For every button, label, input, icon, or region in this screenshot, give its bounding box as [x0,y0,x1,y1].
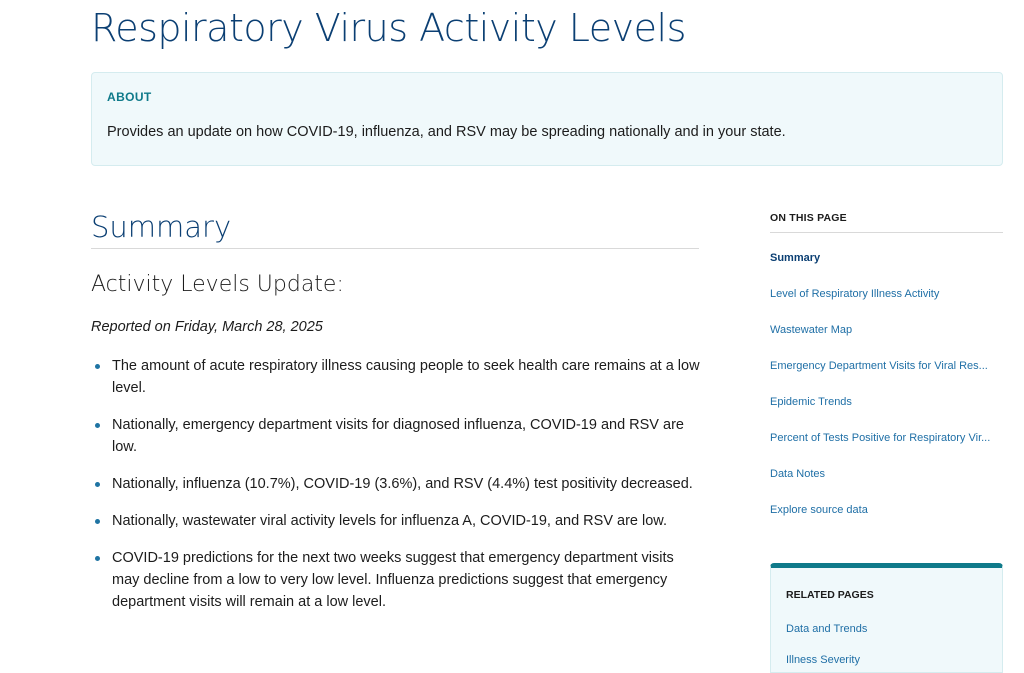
bullet-dot-icon [95,423,100,428]
related-pages-box [770,563,1003,673]
summary-bullet [91,473,701,495]
summary-heading: Summary [91,210,699,249]
on-this-page-nav [770,212,1003,516]
about-heading: ABOUT [107,90,152,104]
bullet-dot-icon [95,482,100,487]
toc-item-level-of-illness[interactable]: Level of Respiratory Illness Activity [770,288,940,300]
about-callout [91,72,1003,166]
summary-bullet-list [91,355,701,628]
summary-bullet-text: COVID-19 predictions for the next two weeks suggest that emergency department visits may decline from a low to very low level. Influenza predictions suggest that emergency department visits will remain at a low level. [112,550,674,610]
toc-item-summary[interactable]: Summary [770,252,821,264]
toc-item-explore-source-data[interactable]: Explore source data [770,504,868,516]
related-link-data-and-trends[interactable]: Data and Trends [786,623,868,635]
related-pages-heading: RELATED PAGES [786,589,874,601]
activity-update-heading: Activity Levels Update: [91,272,344,297]
related-link-illness-severity[interactable]: Illness Severity [786,654,860,666]
toc-item-data-notes[interactable]: Data Notes [770,468,826,480]
summary-bullet [91,414,701,458]
toc-item-wastewater-map[interactable]: Wastewater Map [770,324,853,336]
page-title: Respiratory Virus Activity Levels [91,6,686,50]
summary-bullet-text: Nationally, wastewater viral activity levels for influenza A, COVID-19, and RSV are low. [112,513,667,529]
summary-bullet [91,547,701,613]
summary-bullet [91,510,701,532]
toc-item-percent-positive[interactable]: Percent of Tests Positive for Respiratory Vir... [770,432,991,444]
about-text: Provides an update on how COVID-19, influenza, and RSV may be spreading nationally and in your state. [107,124,786,140]
bullet-dot-icon [95,556,100,561]
summary-bullet-text: The amount of acute respiratory illness causing people to seek health care remains at a low level. [112,358,700,396]
toc-item-ed-visits[interactable]: Emergency Department Visits for Viral Res... [770,360,988,372]
toc-item-epidemic-trends[interactable]: Epidemic Trends [770,396,852,408]
summary-bullet [91,355,701,399]
bullet-dot-icon [95,519,100,524]
reported-date: Reported on Friday, March 28, 2025 [91,319,323,335]
summary-bullet-text: Nationally, emergency department visits for diagnosed influenza, COVID-19 and RSV are low. [112,417,684,455]
bullet-dot-icon [95,364,100,369]
toc-heading: ON THIS PAGE [770,212,1003,233]
summary-bullet-text: Nationally, influenza (10.7%), COVID-19 (3.6%), and RSV (4.4%) test positivity decreased. [112,476,693,492]
